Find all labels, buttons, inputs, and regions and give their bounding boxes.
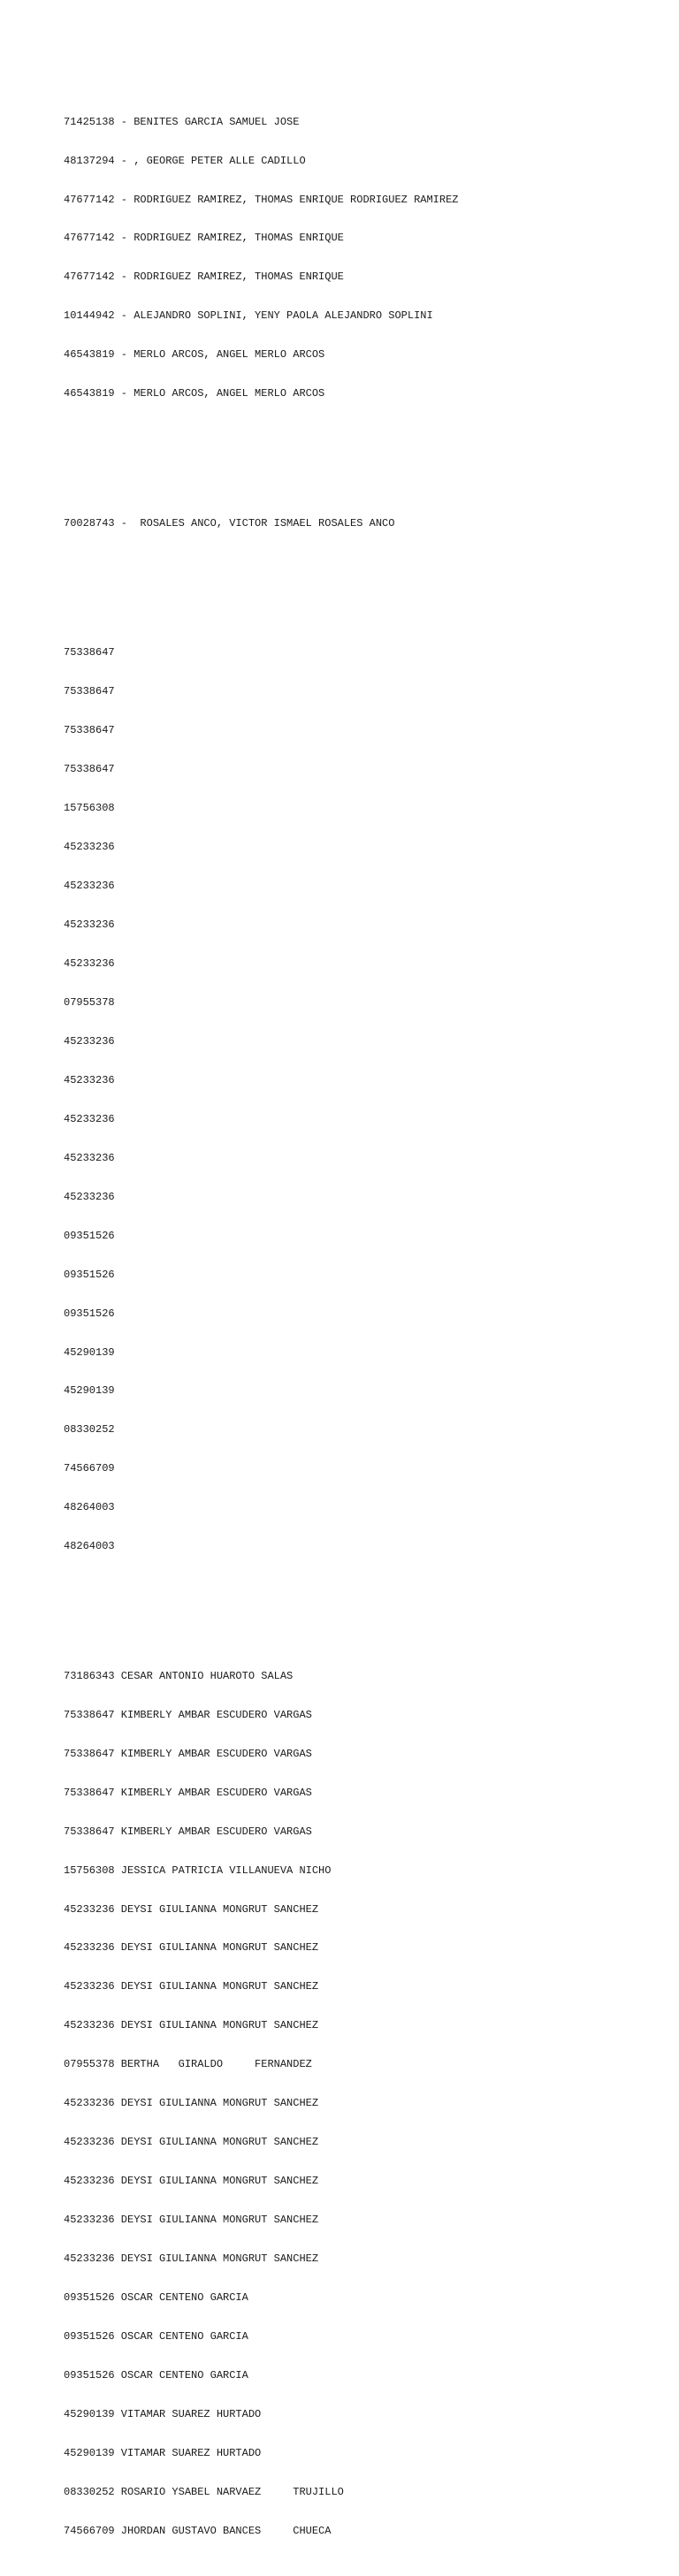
id-line: 48264003 (64, 1540, 115, 1553)
id-line: 45233236 (64, 1073, 115, 1086)
id-list-block (64, 621, 665, 1579)
blank-line (64, 582, 665, 595)
record-line: 75338647 KIMBERLY AMBAR ESCUDERO VARGAS (64, 1708, 312, 1721)
record-line: 71425138 - BENITES GARCIA SAMUEL JOSE (64, 115, 300, 128)
id-line: 75338647 (64, 685, 115, 698)
records-block-2 (64, 492, 665, 556)
id-line: 09351526 (64, 1268, 115, 1281)
record-line: 45233236 DEYSI GIULIANNA MONGRUT SANCHEZ (64, 2097, 319, 2110)
id-line: 45233236 (64, 1112, 115, 1125)
record-line: 45233236 DEYSI GIULIANNA MONGRUT SANCHEZ (64, 1980, 319, 1993)
record-line: 07955378 BERTHA GIRALDO FERNANDEZ (64, 2058, 312, 2071)
record-line: 45233236 DEYSI GIULIANNA MONGRUT SANCHEZ (64, 2214, 319, 2227)
id-line: 75338647 (64, 724, 115, 737)
record-line: 73186343 CESAR ANTONIO HUAROTO SALAS (64, 1669, 294, 1682)
id-line: 45233236 (64, 1034, 115, 1048)
record-line: 75338647 KIMBERLY AMBAR ESCUDERO VARGAS (64, 1825, 312, 1838)
record-line: 48137294 - , GEORGE PETER ALLE CADILLO (64, 154, 306, 167)
record-line: 47677142 - RODRIGUEZ RAMIREZ, THOMAS ENRIQUE (64, 232, 344, 245)
records-block-1 (64, 89, 665, 426)
record-line: 75338647 KIMBERLY AMBAR ESCUDERO VARGAS (64, 1786, 312, 1799)
record-line: 45233236 DEYSI GIULIANNA MONGRUT SANCHEZ (64, 2019, 319, 2032)
record-line: 45233236 DEYSI GIULIANNA MONGRUT SANCHEZ (64, 1941, 319, 1955)
id-line: 15756308 (64, 802, 115, 815)
id-line: 08330252 (64, 1423, 115, 1437)
id-line: 45233236 (64, 841, 115, 854)
id-line: 07955378 (64, 995, 115, 1009)
id-line: 45290139 (64, 1384, 115, 1398)
record-line: 46543819 - MERLO ARCOS, ANGEL MERLO ARCOS (64, 387, 325, 400)
record-line: 47677142 - RODRIGUEZ RAMIREZ, THOMAS ENRIQUE (64, 271, 344, 284)
record-line: 45233236 DEYSI GIULIANNA MONGRUT SANCHEZ (64, 2175, 319, 2188)
id-line: 75338647 (64, 763, 115, 776)
record-line: 45290139 VITAMAR SUAREZ HURTADO (64, 2446, 262, 2459)
id-line: 45233236 (64, 918, 115, 932)
id-line: 45233236 (64, 956, 115, 970)
id-line: 75338647 (64, 646, 115, 659)
records-block-4 (64, 1644, 665, 2564)
blank-line (64, 1605, 665, 1619)
id-line: 45290139 (64, 1345, 115, 1359)
record-line: 09351526 OSCAR CENTENO GARCIA (64, 2368, 248, 2382)
record-line: 45290139 VITAMAR SUAREZ HURTADO (64, 2407, 262, 2420)
id-line: 09351526 (64, 1307, 115, 1320)
id-line: 74566709 (64, 1462, 115, 1475)
record-line: 74566709 JHORDAN GUSTAVO BANCES CHUECA (64, 2524, 332, 2537)
document-page (64, 64, 665, 2576)
record-line: 09351526 OSCAR CENTENO GARCIA (64, 2291, 248, 2305)
record-line: 75338647 KIMBERLY AMBAR ESCUDERO VARGAS (64, 1747, 312, 1760)
record-line: 15756308 JESSICA PATRICIA VILLANUEVA NICHO (64, 1863, 332, 1877)
id-line: 45233236 (64, 1190, 115, 1203)
record-line: 45233236 DEYSI GIULIANNA MONGRUT SANCHEZ (64, 2252, 319, 2266)
record-line: 46543819 - MERLO ARCOS, ANGEL MERLO ARCOS (64, 348, 325, 362)
id-line: 48264003 (64, 1501, 115, 1514)
blank-line (64, 453, 665, 466)
record-line: 70028743 - ROSALES ANCO, VICTOR ISMAEL ROSALES ANCO (64, 516, 395, 530)
record-line: 45233236 DEYSI GIULIANNA MONGRUT SANCHEZ (64, 1902, 319, 1916)
record-line: 09351526 OSCAR CENTENO GARCIA (64, 2330, 248, 2344)
record-line: 10144942 - ALEJANDRO SOPLINI, YENY PAOLA ALEJANDRO SOPLINI (64, 309, 433, 323)
id-line: 45233236 (64, 1151, 115, 1164)
record-line: 45233236 DEYSI GIULIANNA MONGRUT SANCHEZ (64, 2136, 319, 2149)
id-line: 09351526 (64, 1229, 115, 1242)
id-line: 45233236 (64, 880, 115, 893)
record-line: 08330252 ROSARIO YSABEL NARVAEZ TRUJILLO (64, 2485, 344, 2498)
record-line: 47677142 - RODRIGUEZ RAMIREZ, THOMAS ENRIQUE RODRIGUEZ RAMIREZ (64, 193, 459, 206)
